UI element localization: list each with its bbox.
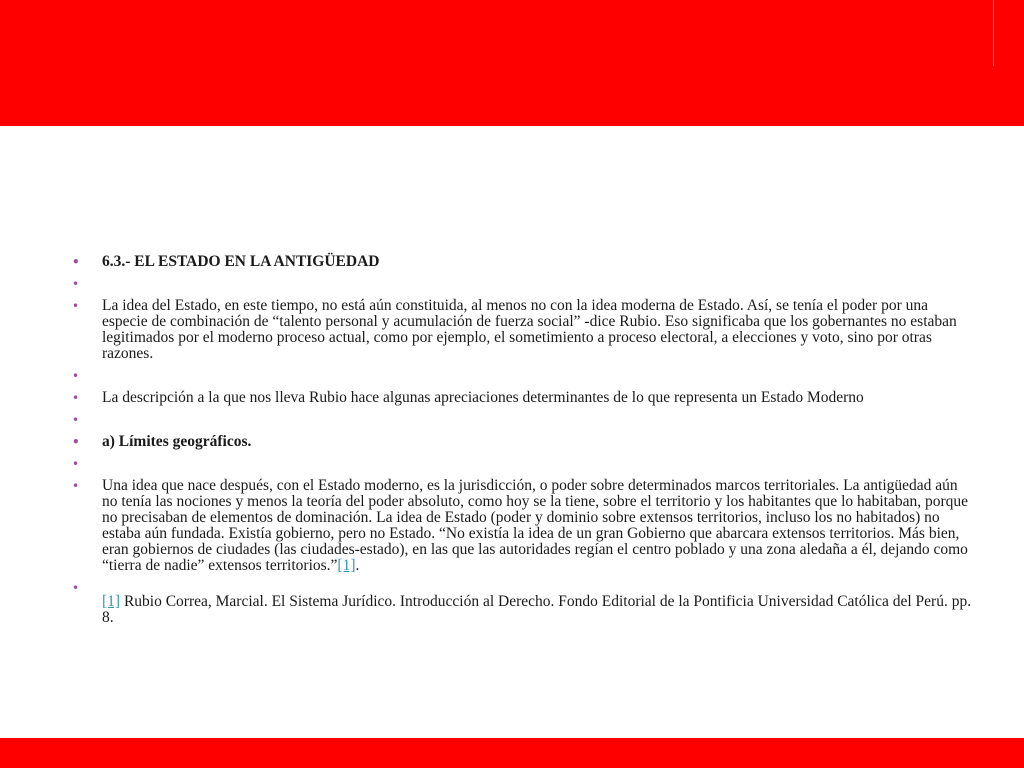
paragraph-2-text: La descripción a la que nos lleva Rubio hace algunas apreciaciones determinantes de lo que representa un Estado Moderno [102,389,864,406]
footnote-text: Rubio Correa, Marcial. El Sistema Jurídico. Introducción al Derecho. Fondo Editorial de la Pontificia Universidad Católica del Perú. pp. 8. [102,593,972,626]
footer-band [0,738,1024,768]
subheading-text: a) Límites geográficos. [102,433,252,450]
section-heading [72,254,972,270]
empty-bullet [72,368,972,384]
header-band [0,0,1024,126]
paragraph-2 [72,390,972,406]
empty-bullet [72,412,972,428]
subheading [72,434,972,450]
bullet-list [72,254,972,626]
slide-content [72,254,972,632]
paragraph-1-text: La idea del Estado, en este tiempo, no está aún constituida, al menos no con la idea moderna de Estado. Así, se tenía el poder por una especie de combinación de “talento personal y acumulación de fuerza social” -dice Rubio. Eso significaba que los gobernantes no estaban legitimados por el moderno proceso actual, como por ejemplo, el sometimiento a proceso electoral, a elecciones y voto, sino por otras razones. [102,297,957,362]
paragraph-3-end: . [355,557,360,574]
empty-bullet [72,276,972,292]
footnote-ref-link[interactable]: [1] [337,557,356,574]
paragraph-3-text: Una idea que nace después, con el Estado moderno, es la jurisdicción, o poder sobre determinados marcos territoriales. La antigüedad aún no tenía las nociones y menos la teoría del poder absoluto, como hoy se la tiene, sobre el territorio y los habitantes que lo habitaban, porque no precisaban de elementos de dominación. La idea de Estado (poder y dominio sobre extensos territorios, incluso los no habitados) no estaba aún fundada. Existía gobierno, pero no Estado. “No existía la idea de un gran Gobierno que abarcara extensos territorios. Más bien, eran gobiernos de ciudades (las ciudades-estado), en las que las autoridades regían el centro poblado y una zona aledaña a él, dejando como “tierra de nadie” extensos territorios.” [102,477,969,574]
empty-bullet [72,456,972,472]
header-edge-line [993,0,994,66]
paragraph-3 [72,478,972,574]
section-heading-text: 6.3.- EL ESTADO EN LA ANTIGÜEDAD [102,253,380,270]
paragraph-1 [72,298,972,362]
footnote [72,580,972,626]
footnote-backlink[interactable]: [1] [102,593,121,610]
